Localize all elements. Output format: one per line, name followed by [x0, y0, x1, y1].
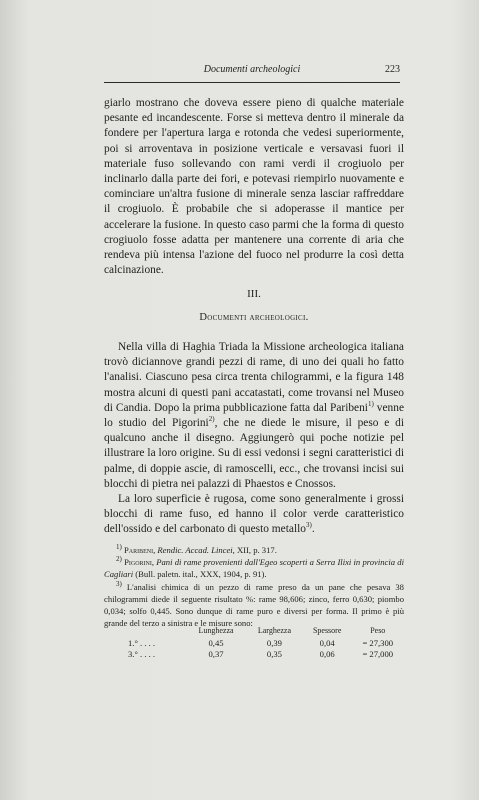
footnote-mark: 1) — [116, 543, 122, 552]
paragraph-continuation: giarlo mostrano che doveva essere pieno di qualche materiale pesante ed incandescente. Forse si metteva dentro il minerale da fondere per l'apertura larga e rotonda che vedesi superiormente, poi si arroventava in posizione verticale e versavasi fuori il materiale fuso sollevando con rami verdi il crogiuolo per inclinarlo dalla parte dei fori, e potevasi riempirlo nuovamente e cominciare un'altra fusione di minerale senza lasciar raffreddare il crogiuolo. È probabile che si adoperasse il mantice per accelerare la fusione. In questo caso parmi che la forma di questo crogiuolo fosse adatta per mantenere una corrente di aria che rendeva più intensa l'azione del fuoco nel produrre la così detta calcinazione. — [104, 97, 404, 277]
footnote-1 — [104, 544, 404, 556]
footnote-rest: XII, p. 317. — [234, 545, 277, 555]
footnotes — [104, 544, 404, 629]
footnote-source: Rendic. Accad. Lincei, — [157, 545, 235, 555]
paragraph-text: venne lo studio del Pigorini — [104, 401, 404, 430]
running-header — [104, 64, 400, 78]
paragraph-text: . — [311, 523, 315, 536]
table-header: Peso — [370, 626, 386, 635]
paragraph-text: , che ne diede le misure, il peso e di qualcuno anche il disegno. Aggiungerò qui poche notizie pel illustrare la loro origine. Su di essi vedonsi i segni caratteristici di palme, di doppie ascie, di ramoscelli, ecc., che trovansi incisi sui blocchi di pietra nei palazzi di Phaestos e Cnossos. — [104, 417, 404, 490]
footnote-ref: 3) — [305, 521, 312, 530]
footnote-author: Pigorini, — [124, 557, 155, 568]
paragraph-superficie — [104, 492, 404, 538]
footnote-author: Paribeni, — [124, 545, 156, 555]
cell-larghezza: 0,39 — [266, 638, 282, 648]
page-number: 223 — [385, 64, 400, 75]
footnote-source: Pani di rame provenienti dall'Egeo scoperti a Serra Ilixi in provincia di Cagliari — [104, 557, 404, 580]
footnote-mark: 2) — [116, 555, 122, 564]
section-number: III. — [247, 288, 261, 300]
measurements-table — [104, 626, 404, 660]
body-text-section — [104, 340, 404, 538]
footnote-3 — [104, 581, 404, 630]
table-header-row — [104, 626, 404, 638]
footnote-2 — [104, 556, 404, 580]
row-label: 3.° . . . . — [128, 649, 156, 659]
cell-peso: = 27,000 — [362, 649, 394, 659]
table-header: Lunghezza — [198, 626, 234, 635]
footnote-ref: 2) — [208, 415, 215, 424]
body-text-top — [104, 96, 404, 278]
table-header: Spessore — [312, 626, 342, 635]
paragraph-haghia-triada — [104, 340, 404, 492]
running-title: Documenti archeologici — [203, 64, 301, 75]
cell-lunghezza: 0,37 — [208, 649, 224, 659]
header-rule — [104, 82, 400, 83]
cell-larghezza: 0,35 — [266, 649, 282, 659]
paragraph-text: La loro superficie è rugosa, come sono generalmente i grossi blocchi di rame fuso, ed hanno il color verde caratteristico dell'ossido e del carbonato di questo metallo — [104, 493, 404, 536]
section-title: Documenti archeologici. — [199, 312, 309, 323]
cell-peso: = 27,300 — [362, 638, 394, 648]
footnote-rest: (Bull. paletn. ital., XXX, 1904, p. 91). — [133, 569, 267, 580]
table-row — [104, 649, 404, 660]
table-row — [104, 638, 404, 649]
footnote-text: L'analisi chimica di un pezzo di rame preso da un pane che pesava 38 chilogrammi diede il seguente risultato %: rame 98,606; zinco, ferro 0,630; piombo 0,034; solfo 0,445. Sono dunque di rame puro e diversi per forma. Il primo è più grande del terzo a sinistra e le misure sono: — [104, 581, 404, 629]
footnote-mark: 3) — [116, 579, 122, 588]
paragraph-text: Nella villa di Haghia Triada la Missione archeologica italiana trovò diciannove grandi pezzi di rame, di uno dei quali ho fatto l'analisi. Ciascuno pesa circa trenta chilogrammi, e la figura 148 mostra alcuni di questi pani accatastati, come trovansi nel Museo di Candia. Dopo la prima pubblicazione fatta dal Paribeni — [104, 341, 404, 414]
footnote-ref: 1) — [367, 400, 374, 409]
cell-spessore: 0,04 — [319, 638, 335, 648]
cell-lunghezza: 0,45 — [208, 638, 224, 648]
row-label: 1.° . . . . — [128, 638, 156, 648]
cell-spessore: 0,06 — [319, 649, 335, 659]
table-header-empty — [104, 626, 186, 638]
table-header: Larghezza — [257, 626, 292, 635]
